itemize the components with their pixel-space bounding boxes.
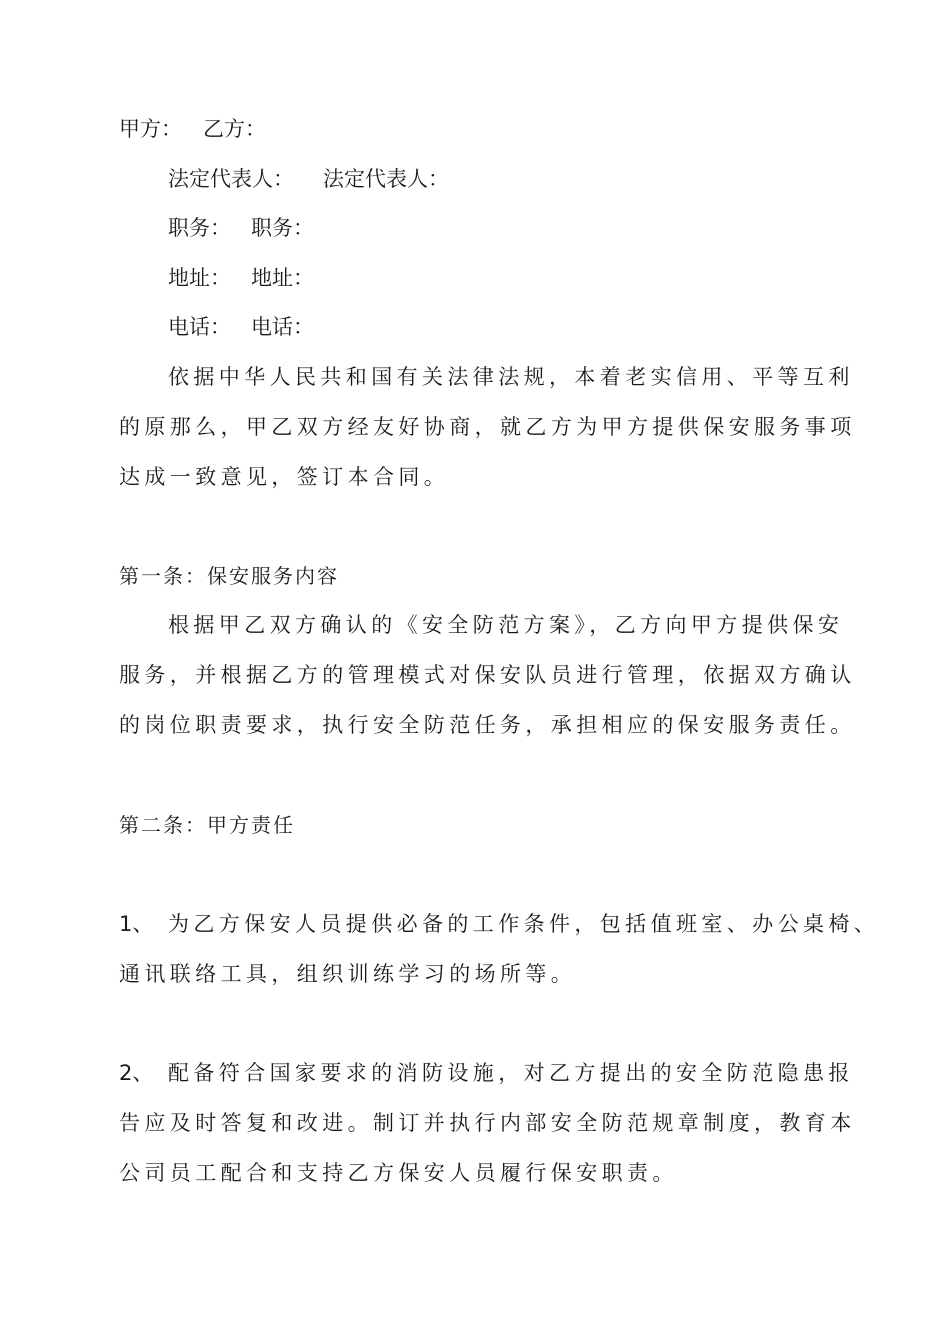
preamble-line: 达成一致意见，签订本合同。 <box>119 465 450 489</box>
party-a-label: 甲方： <box>119 117 182 141</box>
article-1-title: 第一条：保安服务内容 <box>119 564 339 588</box>
article-1-line: 服务，并根据乙方的管理模式对保安队员进行管理，依据双方确认 <box>119 663 856 687</box>
article-2-item-2-line: 告应及时答复和改进。制订并执行内部安全防范规章制度，教育本 <box>119 1111 856 1135</box>
party-b-phone-label: 电话： <box>251 315 314 339</box>
article-2-item-1-line: 为乙方保安人员提供必备的工作条件，包括值班室、办公桌椅、 <box>168 912 880 936</box>
party-a-position-label: 职务： <box>168 216 231 240</box>
article-1-line: 的岗位职责要求，执行安全防范任务，承担相应的保安服务责任。 <box>119 713 856 737</box>
article-2-item-2-line: 公司员工配合和支持乙方保安人员履行保安职责。 <box>119 1161 678 1185</box>
preamble-line: 的原那么，甲乙双方经友好协商，就乙方为甲方提供保安服务事项 <box>119 415 856 439</box>
article-2-item-2-line: 配备符合国家要求的消防设施，对乙方提出的安全防范隐患报 <box>168 1061 854 1085</box>
party-a-phone-label: 电话： <box>168 315 231 339</box>
party-a-legal-rep-label: 法定代表人： <box>168 167 294 191</box>
party-b-address-label: 地址： <box>251 266 314 290</box>
article-2-item-1-line: 通讯联络工具，组织训练学习的场所等。 <box>119 962 577 986</box>
party-a-address-label: 地址： <box>168 266 231 290</box>
preamble-line: 依据中华人民共和国有关法律法规，本着老实信用、平等互利 <box>168 365 854 389</box>
article-2-item-1-number: 1、 <box>119 912 154 936</box>
article-2-item-2-number: 2、 <box>119 1061 154 1085</box>
article-1-line: 根据甲乙双方确认的《安全防范方案》，乙方向甲方提供保安 <box>168 613 844 637</box>
party-b-position-label: 职务： <box>251 216 314 240</box>
party-b-label: 乙方： <box>203 117 266 141</box>
party-b-legal-rep-label: 法定代表人： <box>323 167 449 191</box>
article-2-title: 第二条：甲方责任 <box>119 813 295 837</box>
